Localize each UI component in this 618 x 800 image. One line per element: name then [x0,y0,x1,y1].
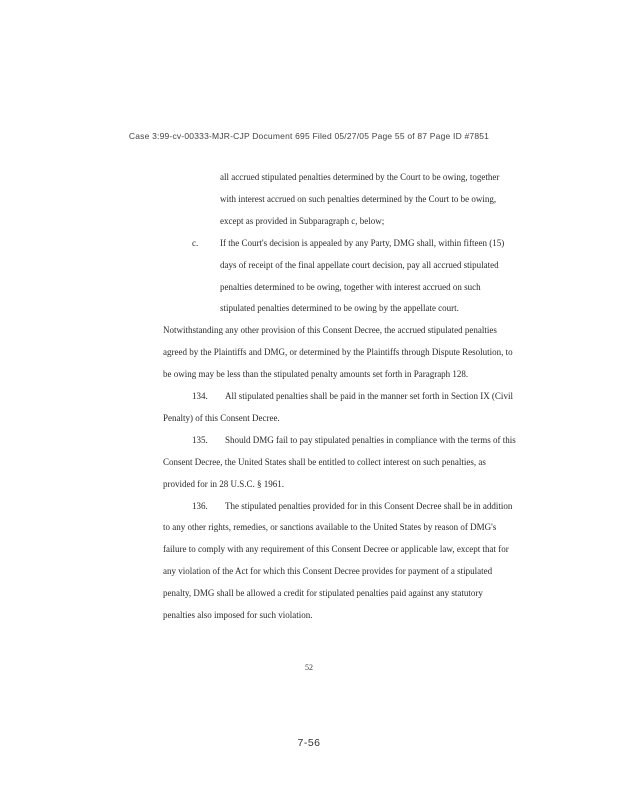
subparagraph-b-line-1: all accrued stipulated penalties determined by the Court to be owing, together [220,172,500,182]
paragraph-135-number: 135. [192,435,208,445]
page-number: 52 [305,663,313,672]
subparagraph-c-line-4: stipulated penalties determined to be owing by the appellate court. [220,303,459,313]
subparagraph-c-line-1: If the Court's decision is appealed by any Party, DMG shall, within fifteen (15) [220,238,505,248]
paragraph-136-line-6: penalties also imposed for such violation. [163,610,313,620]
paragraph-136-number: 136. [192,501,208,511]
footer-label: 7-56 [297,737,321,749]
notwithstanding-line-2: agreed by the Plaintiffs and DMG, or determined by the Plaintiffs through Dispute Resolution, to [163,347,513,357]
subparagraph-c-line-3: penalties determined to be owing, together with interest accrued on such [220,282,481,292]
case-header: Case 3:99-cv-00333-MJR-CJP Document 695 Filed 05/27/05 Page 55 of 87 Page ID #7851 [128,131,490,141]
paragraph-136-line-2: to any other rights, remedies, or sanctions available to the United States by reason of DMG's [163,522,497,532]
notwithstanding-line-3: be owing may be less than the stipulated penalty amounts set forth in Paragraph 128. [163,369,469,379]
paragraph-136-line-1: The stipulated penalties provided for in this Consent Decree shall be in addition [225,501,513,511]
paragraph-134-line-1: All stipulated penalties shall be paid in the manner set forth in Section IX (Civil [225,391,513,401]
paragraph-135-line-2: Consent Decree, the United States shall be entitled to collect interest on such penalties, as [163,457,486,467]
subparagraph-c-line-2: days of receipt of the final appellate court decision, pay all accrued stipulated [220,260,499,270]
notwithstanding-line-1: Notwithstanding any other provision of this Consent Decree, the accrued stipulated penalties [163,325,497,335]
paragraph-135-line-3: provided for in 28 U.S.C. § 1961. [163,479,284,489]
paragraph-134-number: 134. [192,391,208,401]
paragraph-136-line-3: failure to comply with any requirement of this Consent Decree or applicable law, except that for [163,544,509,554]
paragraph-134-line-2: Penalty) of this Consent Decree. [163,413,280,423]
subparagraph-b-line-3: except as provided in Subparagraph c, below; [220,216,385,226]
subparagraph-b-line-2: with interest accrued on such penalties determined by the Court to be owing, [220,194,497,204]
paragraph-136-line-4: any violation of the Act for which this Consent Decree provides for payment of a stipulated [163,566,493,576]
paragraph-136-line-5: penalty, DMG shall be allowed a credit for stipulated penalties paid against any statutory [163,588,483,598]
subparagraph-c-label: c. [192,238,199,248]
paragraph-135-line-1: Should DMG fail to pay stipulated penalties in compliance with the terms of this [225,435,516,445]
